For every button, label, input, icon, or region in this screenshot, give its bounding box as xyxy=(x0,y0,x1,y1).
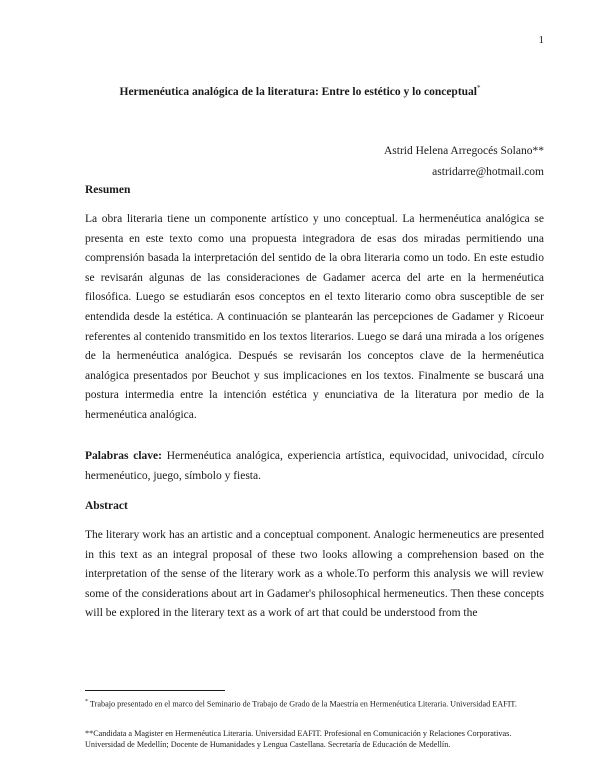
author-name: Astrid Helena Arregocés Solano** xyxy=(383,145,544,157)
abstract-heading: Abstract xyxy=(85,500,128,512)
resumen-body: La obra literaria tiene un componente artístico y uno conceptual. La hermenéutica analógica se presenta en este texto como una propuesta integradora de esas dos miradas permitiendo una comprensión basada la interpretación del sentido de la obra literaria como un todo. En este estudio se revisarán algunas de las consideraciones de Gadamer acerca del arte en la hermenéutica filosófica. Luego se estudiarán esos conceptos en el texto literario como obra susceptible de ser entendida desde la estética. A continuación se plantearán las percepciones de Gadamer y Ricoeur referentes al contenido transmitido en los textos literarios. Luego se dará una mirada a los orígenes de la hermenéutica analógica. Después se revisarán los conceptos clave de la hermenéutica analógica presentados por Beuchot y sus implicaciones en los textos. Finalmente se buscará una postura intermedia entre la intención estética y enunciativa de la literatura por medio de la hermenéutica analógica. xyxy=(85,213,544,421)
footnote-1-text: Trabajo presentado en el marco del Seminario de Trabajo de Grado de la Maestría en Hermenéutica Literaria. Universidad EAFIT. xyxy=(88,699,517,709)
footnote-2: **Candidata a Magister en Hermenéutica Literaria. Universidad EAFIT. Profesional en Comunicación y Relaciones Corporativas. Universidad de Medellín; Docente de Humanidades y Lengua Castellana. Secretaría de Educación de Medellín. xyxy=(85,729,512,749)
author-email[interactable]: astridarre@hotmail.com xyxy=(432,166,544,178)
keywords-text: Hermenéutica analógica, experiencia artística, equivocidad, univocidad, círculo hermenéutico, juego, símbolo y fiesta. xyxy=(85,450,544,482)
footnote-1 xyxy=(85,697,544,710)
paper-title xyxy=(0,84,600,98)
keywords-paragraph xyxy=(85,447,544,486)
paper-title-text: Hermenéutica analógica de la literatura: Entre lo estético y lo conceptual xyxy=(119,85,477,98)
resumen-heading: Resumen xyxy=(85,184,131,196)
keywords-label: Palabras clave: xyxy=(85,450,162,462)
title-footnote-marker[interactable]: * xyxy=(477,84,481,92)
page-number: 1 xyxy=(538,34,544,46)
abstract-body: The literary work has an artistic and a conceptual component. Analogic hermeneutics are presented in this text as an integral proposal of these two looks allowing a comprehension based on the interpretation of the sense of the literary work as a whole.To perform this analysis we will review some of the considerations about art in Gadamer's philosophical hermeneutics. Then these concepts will be explored in the literary text as a work of art that could be understood from the xyxy=(85,529,544,620)
footnote-divider xyxy=(85,690,225,691)
footnote-1-marker: * xyxy=(85,699,88,705)
